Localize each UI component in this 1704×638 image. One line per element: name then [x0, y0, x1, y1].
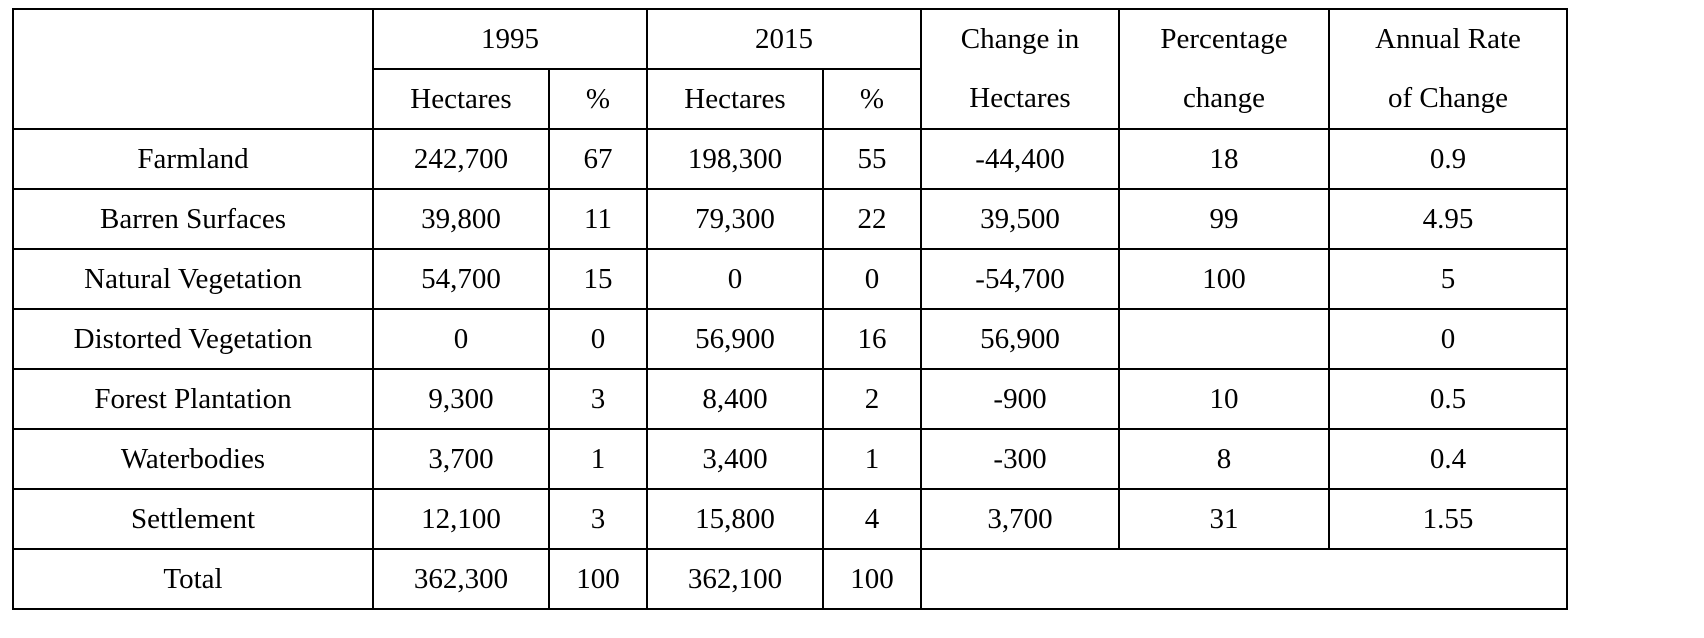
header-annual-bottom: of Change: [1329, 69, 1567, 129]
cell-hectares-1995: 39,800: [373, 189, 549, 249]
row-label: Forest Plantation: [13, 369, 373, 429]
cell-hectares-2015: 79,300: [647, 189, 823, 249]
cell-change-hectares: -44,400: [921, 129, 1119, 189]
cell-percent-2015: 0: [823, 249, 921, 309]
header-change-top: Change in: [921, 9, 1119, 69]
cell-annual-rate: 5: [1329, 249, 1567, 309]
row-label: Natural Vegetation: [13, 249, 373, 309]
cell-percent-2015: 22: [823, 189, 921, 249]
cell-hectares-2015: 15,800: [647, 489, 823, 549]
cell-hectares-2015: 198,300: [647, 129, 823, 189]
cell-percentage-change: 18: [1119, 129, 1329, 189]
header-annual-top: Annual Rate: [1329, 9, 1567, 69]
cell-change-hectares: 39,500: [921, 189, 1119, 249]
table-row: [13, 489, 1567, 549]
cell-percent-2015: 4: [823, 489, 921, 549]
header-percent-1995: %: [549, 69, 647, 129]
cell-percent-1995: 15: [549, 249, 647, 309]
row-label: Waterbodies: [13, 429, 373, 489]
total-row: [13, 549, 1567, 609]
cell-percentage-change: 10: [1119, 369, 1329, 429]
cell-change-hectares: 56,900: [921, 309, 1119, 369]
header-percentage-top: Percentage: [1119, 9, 1329, 69]
cell-hectares-1995: 54,700: [373, 249, 549, 309]
total-hectares-1995: 362,300: [373, 549, 549, 609]
table-row: [13, 189, 1567, 249]
table-row: [13, 129, 1567, 189]
cell-annual-rate: 1.55: [1329, 489, 1567, 549]
cell-percentage-change: 100: [1119, 249, 1329, 309]
header-corner-cell-lower: [13, 69, 373, 129]
cell-percent-1995: 1: [549, 429, 647, 489]
cell-hectares-2015: 8,400: [647, 369, 823, 429]
table-row: [13, 309, 1567, 369]
total-percent-1995: 100: [549, 549, 647, 609]
cell-percent-2015: 55: [823, 129, 921, 189]
row-label: Barren Surfaces: [13, 189, 373, 249]
cell-annual-rate: 4.95: [1329, 189, 1567, 249]
cell-hectares-1995: 242,700: [373, 129, 549, 189]
cell-annual-rate: 0.5: [1329, 369, 1567, 429]
land-use-change-table: [12, 8, 1568, 610]
cell-hectares-1995: 0: [373, 309, 549, 369]
cell-hectares-1995: 3,700: [373, 429, 549, 489]
cell-hectares-2015: 3,400: [647, 429, 823, 489]
total-percent-2015: 100: [823, 549, 921, 609]
cell-percent-1995: 67: [549, 129, 647, 189]
cell-hectares-2015: 0: [647, 249, 823, 309]
header-row-1: [13, 9, 1567, 69]
header-corner-cell: [13, 9, 373, 69]
header-change-bottom: Hectares: [921, 69, 1119, 129]
header-year-2015: 2015: [647, 9, 921, 69]
cell-hectares-2015: 56,900: [647, 309, 823, 369]
cell-percent-1995: 11: [549, 189, 647, 249]
table-row: [13, 249, 1567, 309]
cell-annual-rate: 0.4: [1329, 429, 1567, 489]
cell-percentage-change: 99: [1119, 189, 1329, 249]
cell-percent-2015: 2: [823, 369, 921, 429]
header-percentage-bottom: change: [1119, 69, 1329, 129]
row-label: Distorted Vegetation: [13, 309, 373, 369]
cell-annual-rate: 0: [1329, 309, 1567, 369]
header-percent-2015: %: [823, 69, 921, 129]
total-hectares-2015: 362,100: [647, 549, 823, 609]
cell-change-hectares: -54,700: [921, 249, 1119, 309]
cell-percentage-change: 8: [1119, 429, 1329, 489]
header-year-1995: 1995: [373, 9, 647, 69]
header-hectares-1995: Hectares: [373, 69, 549, 129]
table-row: [13, 369, 1567, 429]
cell-percentage-change: 31: [1119, 489, 1329, 549]
cell-annual-rate: 0.9: [1329, 129, 1567, 189]
cell-change-hectares: 3,700: [921, 489, 1119, 549]
cell-change-hectares: -300: [921, 429, 1119, 489]
header-hectares-2015: Hectares: [647, 69, 823, 129]
cell-change-hectares: -900: [921, 369, 1119, 429]
cell-percent-1995: 3: [549, 369, 647, 429]
cell-percent-2015: 16: [823, 309, 921, 369]
total-label: Total: [13, 549, 373, 609]
cell-percent-1995: 0: [549, 309, 647, 369]
row-label: Farmland: [13, 129, 373, 189]
total-empty-cell: [921, 549, 1567, 609]
cell-hectares-1995: 9,300: [373, 369, 549, 429]
cell-percentage-change: [1119, 309, 1329, 369]
table-row: [13, 429, 1567, 489]
cell-percent-2015: 1: [823, 429, 921, 489]
cell-hectares-1995: 12,100: [373, 489, 549, 549]
header-row-2: [13, 69, 1567, 129]
row-label: Settlement: [13, 489, 373, 549]
cell-percent-1995: 3: [549, 489, 647, 549]
